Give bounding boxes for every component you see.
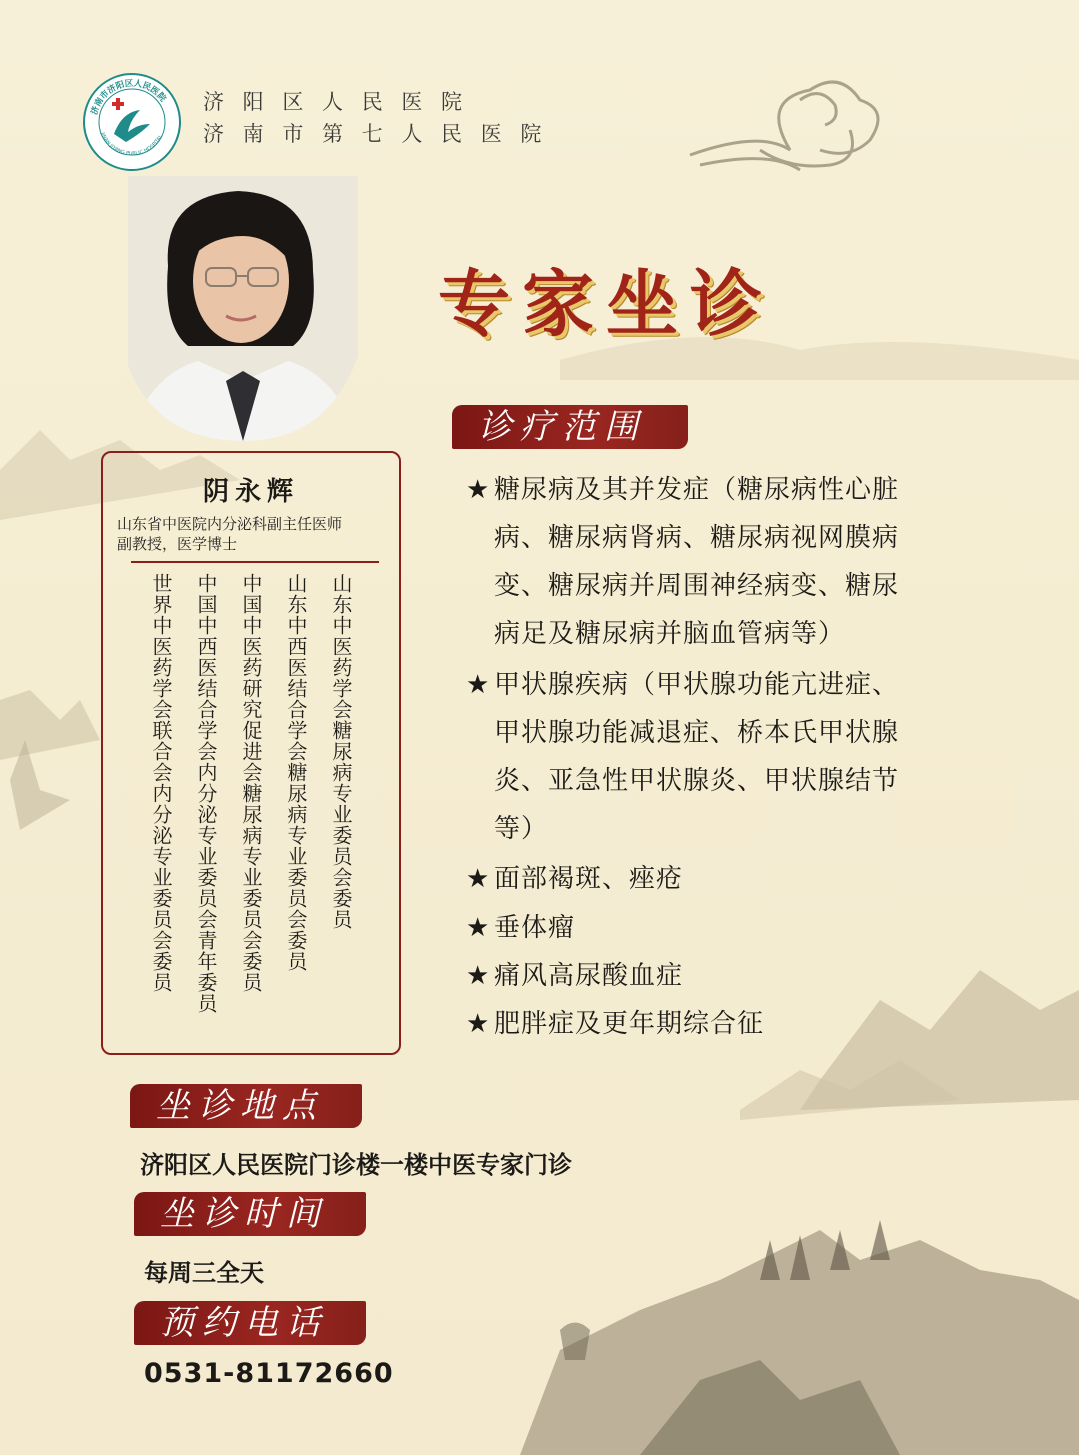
position-5: 世界中医药学会联合会内分泌专业委员会委员: [149, 573, 173, 993]
phone-label: 预约电话: [134, 1301, 366, 1345]
time-label: 坐诊时间: [134, 1192, 366, 1236]
doctor-title-1: 山东省中医院内分泌科副主任医师: [117, 515, 343, 533]
hospital-name-1: 济 阳 区 人 民 医 院: [203, 90, 469, 114]
hospital-name-2: 济 南 市 第 七 人 民 医 院: [203, 122, 548, 146]
page-title: 专家坐诊: [438, 262, 775, 346]
scope-label: 诊疗范围: [452, 405, 688, 449]
star-icon: ★: [466, 1009, 491, 1039]
position-2: 山东中西医结合学会糖尿病专业委员会委员: [284, 573, 308, 972]
location-value: 济阳区人民医院门诊楼一楼中医专家门诊: [140, 1151, 572, 1179]
star-icon: ★: [466, 864, 491, 894]
position-3: 中国中医药研究促进会糖尿病专业委员会委员: [239, 573, 263, 993]
scope-item-5: ★ 痛风高尿酸血症: [466, 952, 683, 1000]
star-icon: ★: [466, 913, 491, 943]
star-icon: ★: [466, 670, 491, 700]
card-divider: [131, 561, 379, 563]
scope-item-4: ★ 垂体瘤: [466, 904, 575, 952]
logo-ring-text: 济南市济阳区人民医院: [89, 78, 168, 117]
doctor-card: [101, 451, 401, 1055]
scope-item-3: ★ 面部褐斑、痤疮: [466, 855, 683, 903]
logo-english-text: JINAN JIYANG PUBLIC HOSPITAL: [99, 131, 164, 157]
star-icon: ★: [466, 475, 491, 505]
doctor-name: 阴永辉: [202, 477, 299, 507]
position-4: 中国中西医结合学会内分泌专业委员会青年委员: [194, 573, 218, 1014]
position-1: 山东中医药学会糖尿病专业委员会委员: [329, 573, 353, 930]
hospital-logo-icon: [82, 72, 182, 172]
time-value: 每周三全天: [144, 1259, 264, 1287]
doctor-title-2: 副教授，医学博士: [117, 535, 238, 553]
scope-item-2: ★ 甲状腺疾病（甲状腺功能亢进症、 甲状腺功能减退症、桥本氏甲状腺 炎、亚急性甲状腺炎、甲状腺结节 等）: [466, 661, 899, 853]
location-label: 坐诊地点: [130, 1084, 362, 1128]
star-icon: ★: [466, 961, 491, 991]
scope-item-6: ★ 肥胖症及更年期综合征: [466, 1000, 764, 1048]
phone-value: 0531-81172660: [144, 1358, 394, 1389]
scope-item-1: ★ 糖尿病及其并发症（糖尿病性心脏 病、糖尿病肾病、糖尿病视网膜病 变、糖尿病并周围神经病变、糖尿 病足及糖尿病并脑血管病等）: [466, 466, 899, 658]
doctor-portrait: [128, 176, 358, 441]
